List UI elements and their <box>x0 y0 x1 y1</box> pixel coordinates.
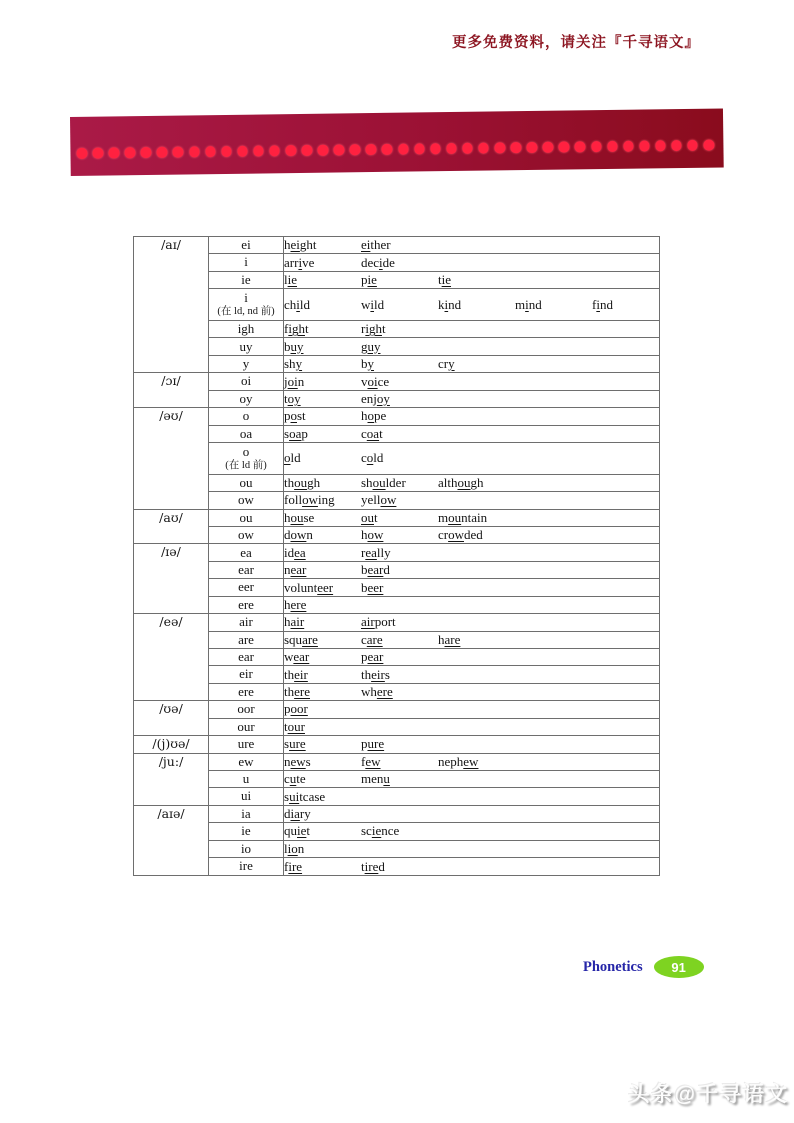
example-word: theirs <box>361 666 390 682</box>
example-word: tired <box>361 858 385 874</box>
spelling-cell: o (在 ld 前) <box>209 443 284 475</box>
words-cell <box>284 443 660 475</box>
table-row <box>134 254 660 271</box>
example-word: lion <box>284 840 305 856</box>
example-word: quiet <box>284 823 311 839</box>
words-cell <box>284 561 660 578</box>
table-row <box>134 338 660 355</box>
example-word: news <box>284 753 311 769</box>
words-cell <box>284 631 660 648</box>
spelling-cell: ou <box>209 509 284 526</box>
example-word: sure <box>284 736 306 752</box>
example-word: cry <box>438 356 455 372</box>
spelling-cell: ou <box>209 474 284 491</box>
example-word: down <box>284 527 313 543</box>
spelling-cell: y <box>209 355 284 372</box>
words-cell <box>284 355 660 372</box>
example-word: though <box>284 474 321 490</box>
example-word: buy <box>284 338 304 354</box>
table-row <box>134 443 660 475</box>
example-word: cute <box>284 771 306 787</box>
example-word: arrive <box>284 254 315 270</box>
banner-dot <box>109 148 120 159</box>
table-row <box>134 649 660 666</box>
spelling-cell: o <box>209 408 284 425</box>
spelling-cell: oi <box>209 373 284 390</box>
table-row <box>134 561 660 578</box>
words-cell <box>284 509 660 526</box>
spelling-note: (在 ld 前) <box>225 459 267 471</box>
table-row <box>134 237 660 254</box>
spelling-cell: our <box>209 718 284 735</box>
example-word: find <box>592 296 613 312</box>
banner-dot <box>671 140 682 151</box>
spelling-cell: ia <box>209 805 284 822</box>
example-word: hare <box>438 631 461 647</box>
banner-dot-row <box>76 140 714 159</box>
example-word: beard <box>361 562 390 578</box>
banner-dot <box>494 143 505 154</box>
banner-dot <box>687 140 698 151</box>
example-word: diary <box>284 806 311 821</box>
example-word: wear <box>284 649 310 665</box>
example-word: hope <box>361 408 387 424</box>
table-row <box>134 408 660 425</box>
example-word: care <box>361 631 383 647</box>
words-cell <box>284 390 660 407</box>
example-word: child <box>284 296 311 312</box>
example-word: coat <box>361 425 383 441</box>
words-cell <box>284 770 660 787</box>
banner-dot <box>655 140 666 151</box>
banner-dot <box>237 146 248 157</box>
table-row <box>134 701 660 718</box>
example-word: mind <box>515 296 542 312</box>
table-row <box>134 527 660 544</box>
banner-dot <box>221 146 232 157</box>
spelling-cell: io <box>209 840 284 857</box>
words-cell <box>284 666 660 683</box>
example-word: right <box>361 321 386 337</box>
words-cell <box>284 544 660 561</box>
example-word: shy <box>284 356 303 372</box>
words-cell <box>284 805 660 822</box>
phoneme-cell: /ju:/ <box>134 753 209 805</box>
banner-dot <box>285 145 296 156</box>
table-row <box>134 321 660 338</box>
example-word: near <box>284 562 307 578</box>
banner-dot <box>446 143 457 154</box>
phoneme-cell: /aʊ/ <box>134 509 209 544</box>
phoneme-cell: /eə/ <box>134 614 209 701</box>
words-cell <box>284 649 660 666</box>
table-row <box>134 631 660 648</box>
banner-dot <box>92 148 103 159</box>
example-word: height <box>284 237 317 253</box>
banner-dot <box>141 147 152 158</box>
banner-dot <box>334 145 345 156</box>
table-row <box>134 544 660 561</box>
example-word: lie <box>284 272 298 288</box>
table-row <box>134 289 660 321</box>
words-cell <box>284 271 660 288</box>
example-word: fight <box>284 321 309 337</box>
spelling-cell: oor <box>209 701 284 718</box>
table-row <box>134 770 660 787</box>
banner-dot <box>639 141 650 152</box>
words-cell <box>284 579 660 596</box>
banner-dot <box>157 147 168 158</box>
table-row <box>134 823 660 840</box>
spelling-cell: ea <box>209 544 284 561</box>
top-promo-note: 更多免费资料，请关注『千寻语文』 <box>452 35 700 51</box>
spelling-cell: ie <box>209 823 284 840</box>
spelling-cell: oy <box>209 390 284 407</box>
phoneme-cell: /aɪə/ <box>134 805 209 875</box>
banner-dot <box>125 147 136 158</box>
example-word: old <box>284 450 301 466</box>
phoneme-cell: /aɪ/ <box>134 237 209 373</box>
spelling-note: (在 ld, nd 前) <box>217 305 275 317</box>
example-word: join <box>284 373 305 389</box>
words-cell <box>284 321 660 338</box>
page-number-badge: 91 <box>654 956 704 978</box>
spelling-cell: ure <box>209 736 284 753</box>
table-row <box>134 683 660 700</box>
table-row <box>134 373 660 390</box>
banner-dot <box>591 141 602 152</box>
table-row <box>134 579 660 596</box>
example-word: square <box>284 631 318 647</box>
spelling-cell: ire <box>209 858 284 876</box>
example-word: where <box>361 684 393 700</box>
page-footer <box>583 956 704 978</box>
example-word: idea <box>284 544 306 560</box>
table-row <box>134 492 660 509</box>
phonetics-table-wrap <box>133 236 660 876</box>
table-row <box>134 509 660 526</box>
example-word: house <box>284 509 315 525</box>
phoneme-cell: /əʊ/ <box>134 408 209 509</box>
example-word: shoulder <box>361 474 406 490</box>
example-word: poor <box>284 701 308 717</box>
spelling-cell: air <box>209 614 284 631</box>
watermark-text: 头条@千寻语文 <box>628 1083 789 1106</box>
banner-dot <box>527 142 538 153</box>
words-cell <box>284 373 660 390</box>
example-word: crowded <box>438 527 483 543</box>
spelling-cell: ear <box>209 649 284 666</box>
example-word: by <box>361 356 374 372</box>
table-row <box>134 666 660 683</box>
banner-dot <box>301 145 312 156</box>
banner-dot <box>559 142 570 153</box>
spelling-cell: ie <box>209 271 284 288</box>
banner-dot <box>189 147 200 158</box>
decorative-banner <box>70 108 724 176</box>
table-row <box>134 355 660 372</box>
example-word: following <box>284 492 335 508</box>
words-cell <box>284 596 660 613</box>
words-cell <box>284 425 660 442</box>
spelling-cell: eer <box>209 579 284 596</box>
example-word: wild <box>361 296 385 312</box>
example-word: science <box>361 823 400 839</box>
spelling-cell: igh <box>209 321 284 338</box>
table-row <box>134 718 660 735</box>
example-word: post <box>284 408 306 424</box>
example-word: nephew <box>438 753 479 769</box>
banner-dot <box>575 142 586 153</box>
example-word: fire <box>284 858 303 874</box>
example-word: pie <box>361 272 377 288</box>
example-word: menu <box>361 771 390 787</box>
banner-dot <box>607 141 618 152</box>
table-row <box>134 805 660 822</box>
banner-dot <box>350 144 361 155</box>
banner-dot <box>414 144 425 155</box>
phoneme-cell: /ɔɪ/ <box>134 373 209 408</box>
table-row <box>134 474 660 491</box>
table-row <box>134 753 660 770</box>
words-cell <box>284 701 660 718</box>
banner-dot <box>623 141 634 152</box>
spelling-cell: are <box>209 631 284 648</box>
banner-dot <box>269 146 280 157</box>
banner-dot <box>382 144 393 155</box>
example-word: there <box>284 684 310 700</box>
table-row <box>134 271 660 288</box>
example-word: pear <box>361 649 384 665</box>
words-cell <box>284 753 660 770</box>
example-word: yellow <box>361 492 397 508</box>
spelling-cell: i (在 ld, nd 前) <box>209 289 284 321</box>
banner-dot <box>430 143 441 154</box>
table-row <box>134 788 660 805</box>
example-word: decide <box>361 254 395 270</box>
example-word: tie <box>438 272 452 288</box>
spelling-cell: ere <box>209 683 284 700</box>
banner-dot <box>253 146 264 157</box>
example-word: voice <box>361 373 390 389</box>
banner-dot <box>478 143 489 154</box>
banner-dot <box>462 143 473 154</box>
words-cell <box>284 840 660 857</box>
spelling-cell: ear <box>209 561 284 578</box>
words-cell <box>284 788 660 805</box>
words-cell <box>284 718 660 735</box>
spelling-cell: u <box>209 770 284 787</box>
example-word: soap <box>284 425 308 441</box>
spelling-cell: ow <box>209 527 284 544</box>
phonics-table-body <box>134 237 660 876</box>
words-cell <box>284 254 660 271</box>
words-cell <box>284 614 660 631</box>
example-word: beer <box>361 579 384 595</box>
example-word: airport <box>361 614 396 630</box>
words-cell <box>284 683 660 700</box>
table-row <box>134 390 660 407</box>
example-word: cold <box>361 450 384 466</box>
spelling-cell: ei <box>209 237 284 254</box>
phoneme-cell: /ɪə/ <box>134 544 209 614</box>
example-word: kind <box>438 296 462 312</box>
words-cell <box>284 492 660 509</box>
example-word: their <box>284 666 308 682</box>
words-cell <box>284 736 660 753</box>
example-word: really <box>361 544 391 560</box>
example-word: tour <box>284 718 305 734</box>
table-row <box>134 736 660 753</box>
table-row <box>134 858 660 876</box>
table-row <box>134 614 660 631</box>
spelling-cell: uy <box>209 338 284 355</box>
words-cell <box>284 338 660 355</box>
phoneme-cell: /ʊə/ <box>134 701 209 736</box>
example-word: here <box>284 596 307 612</box>
spelling-cell: eir <box>209 666 284 683</box>
banner-dot <box>205 146 216 157</box>
words-cell <box>284 527 660 544</box>
example-word: out <box>361 509 378 525</box>
spelling-cell: ew <box>209 753 284 770</box>
words-cell <box>284 823 660 840</box>
words-cell <box>284 858 660 876</box>
example-word: pure <box>361 736 385 752</box>
example-word: mountain <box>438 509 488 525</box>
spelling-cell: ui <box>209 788 284 805</box>
banner-dot <box>510 142 521 153</box>
banner-dot <box>366 144 377 155</box>
table-row <box>134 596 660 613</box>
example-word: suitcase <box>284 788 326 804</box>
words-cell <box>284 237 660 254</box>
spelling-cell: ow <box>209 492 284 509</box>
spelling-cell: ere <box>209 596 284 613</box>
banner-dot <box>76 148 87 159</box>
example-word: hair <box>284 614 305 630</box>
section-label: Phonetics <box>583 958 643 975</box>
spelling-cell: i <box>209 254 284 271</box>
example-word: few <box>361 753 381 769</box>
words-cell <box>284 474 660 491</box>
table-row <box>134 840 660 857</box>
phonetics-table <box>133 236 660 876</box>
table-row <box>134 425 660 442</box>
banner-dot <box>543 142 554 153</box>
banner-dot <box>173 147 184 158</box>
spelling-cell: oa <box>209 425 284 442</box>
banner-dot <box>318 145 329 156</box>
example-word: either <box>361 237 391 253</box>
example-word: toy <box>284 390 301 406</box>
example-word: enjoy <box>361 390 390 406</box>
banner-dot <box>703 140 714 151</box>
phoneme-cell: /(j)ʊə/ <box>134 736 209 753</box>
example-word: guy <box>361 338 381 354</box>
words-cell <box>284 408 660 425</box>
example-word: although <box>438 474 484 490</box>
banner-dot <box>398 144 409 155</box>
example-word: how <box>361 527 384 543</box>
words-cell <box>284 289 660 321</box>
example-word: volunteer <box>284 579 334 595</box>
